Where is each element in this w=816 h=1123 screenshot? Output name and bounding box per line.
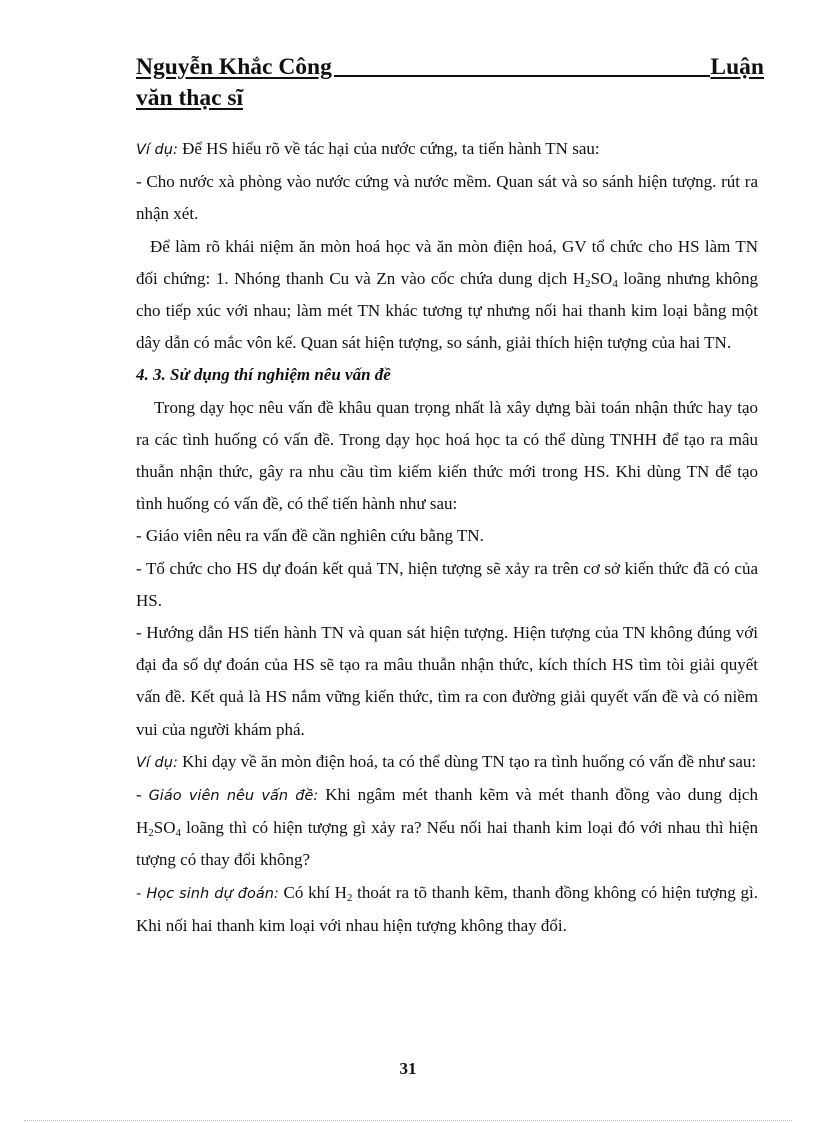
page-number: 31	[399, 1059, 417, 1078]
subscript: 2	[585, 277, 591, 290]
paragraph-example-2	[136, 746, 758, 779]
bullet-item: - Tổ chức cho HS dự đoán kết quả TN, hiện tượng sẽ xảy ra trên cơ sở kiến thức đã có của HS.	[136, 558, 758, 610]
teacher-text-c: loãng thì có hiện tượng gì xảy ra? Nếu nối hai thanh kim loại đó với nhau thì hiện tượng có thay đổi không?	[136, 818, 758, 870]
page-header	[136, 52, 764, 114]
student-text-a: Có khí H	[278, 882, 347, 902]
teacher-text-a: Khi ngâm mét thanh kẽm và mét thanh đồng vào dung dịch H	[136, 785, 758, 838]
paragraph-corrosion	[136, 231, 758, 360]
paragraph-problem-teaching: Trong dạy học nêu vấn đề khâu quan trọng nhất là xây dựng bài toán nhận thức hay tạo ra các tình huống có vấn đề. Trong dạy học hoá học ta có thể dùng TNHH để tạo ra mâu thuẫn nhận thức, gây ra nhu cầu tìm kiếm kiến thức mới trong HS. Khi dùng TN để tạo tình huống có vấn đề, có thể tiến hành như sau:	[136, 397, 758, 514]
paragraph-soap-water: - Cho nước xà phòng vào nước cứng và nước mềm. Quan sát và so sánh hiện tượng. rút ra nhận xét.	[136, 172, 758, 224]
dash: -	[136, 785, 149, 805]
subscript: 4	[612, 277, 618, 290]
teacher-text-b: SO	[153, 818, 176, 838]
header-title-part2: văn thạc sĩ	[136, 85, 244, 111]
header-title-part1: Luận	[710, 54, 764, 80]
example-text: Khi dạy về ăn mòn điện hoá, ta có thể dùng TN tạo ra tình huống có vấn đề như sau:	[177, 751, 757, 771]
document-body	[136, 133, 758, 942]
corrosion-text-a: Để làm rõ khái niệm ăn mòn hoá học và ăn mòn điện hoá, GV tổ chức cho HS làm TN đối chứng: 1. Nhóng thanh Cu và Zn vào cốc chứa dung dịch H	[136, 236, 758, 288]
student-label: - Học sinh dự đoán:	[136, 885, 279, 902]
paragraph-example-1	[136, 133, 758, 166]
example-label: Ví dụ:	[136, 142, 178, 158]
footer-divider	[24, 1120, 792, 1121]
header-author: Nguyễn Khắc Công	[136, 54, 332, 80]
student-text-b: thoát ra tõ thanh kẽm, thanh đồng không có hiện tượng gì. Khi nối hai thanh kim loại với nhau hiện tượng không thay đổi.	[136, 882, 758, 935]
paragraph-teacher-question	[136, 779, 758, 877]
example-label: Ví dụ:	[136, 754, 178, 771]
bullet-item: - Hướng dẫn HS tiến hành TN và quan sát hiện tượng. Hiện tượng của TN không đúng với đại đa số dự đoán của HS sẽ tạo ra mâu thuẫn nhận thức, kích thích HS tìm tòi giải quyết vấn đề. Kết quả là HS nắm vững kiến thức, tìm ra con đường giải quyết vấn đề và có niềm vui của người khám phá.	[136, 623, 758, 739]
subscript: 4	[175, 827, 182, 840]
header-underline-gap	[334, 52, 711, 77]
paragraph-student-prediction	[136, 877, 758, 942]
section-heading: 4. 3. Sử dụng thí nghiệm nêu vấn đề	[136, 365, 391, 385]
teacher-label: Giáo viên nêu vấn đề:	[148, 788, 319, 805]
corrosion-text-c: loãng nhưng không cho tiếp xúc với nhau; làm mét TN khác tương tự nhưng nối hai thanh kim loại bằng một dây dẫn có mắc vôn kế. Quan sát hiện tượng, so sánh, giải thích hiện tượng của hai TN.	[136, 268, 759, 353]
subscript: 2	[148, 827, 154, 840]
bullet-item: - Giáo viên nêu ra vấn đề cần nghiên cứu bằng TN.	[136, 526, 484, 546]
corrosion-text-b: SO	[590, 268, 613, 288]
example-text: Để HS hiểu rõ về tác hại của nước cứng, ta tiến hành TN sau:	[177, 139, 600, 158]
subscript: 2	[346, 891, 353, 904]
